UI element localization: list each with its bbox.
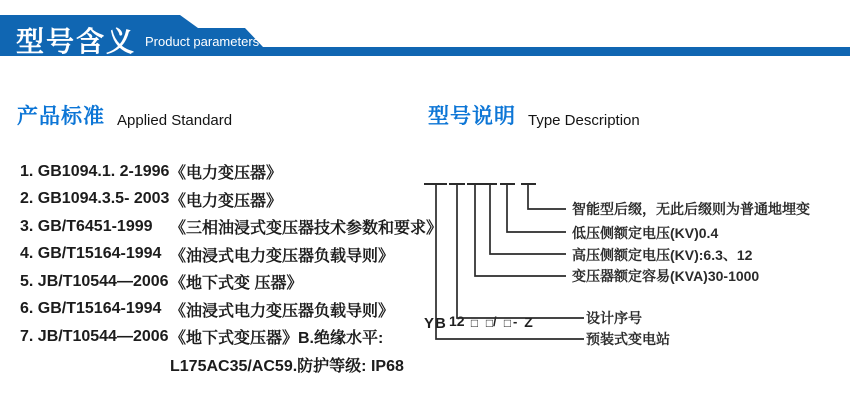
standards-item <box>20 158 420 186</box>
label-lv-rated-voltage: 低压侧额定电压(KV)0.4 <box>572 225 719 241</box>
standard-code: 6. GB/T15164-1994 <box>20 300 162 318</box>
model-segment-prefix: YB <box>424 315 447 332</box>
standard-code: 3. GB/T6451-1999 <box>20 217 153 235</box>
model-segment-slash: / <box>493 314 497 329</box>
standard-name: 《油浸式电力变压器负载导则》 <box>170 247 395 265</box>
label-rated-capacity: 变压器额定容易(KVA)30-1000 <box>572 268 760 284</box>
label-hv-rated-voltage: 高压侧额定电压(KV):6.3、12 <box>572 247 753 263</box>
type-title-en: Type Description <box>528 112 640 129</box>
label-prefab-substation: 预装式变电站 <box>586 331 670 347</box>
standards-item <box>20 296 420 324</box>
standard-code: 4. GB/T15164-1994 <box>20 245 162 263</box>
model-designation-diagram <box>420 155 850 370</box>
standard-name: 《地下式变 压器》 <box>170 275 303 293</box>
model-segment-box3: □ <box>503 316 512 330</box>
model-segment-box2: □ <box>485 316 494 330</box>
standard-code: 2. GB1094.3.5- 2003 <box>20 190 170 208</box>
type-title-zh: 型号说明 <box>428 105 516 128</box>
standard-name: 《地下式变压器》B.绝缘水平: <box>170 330 384 348</box>
standards-item-continuation <box>20 351 420 379</box>
type-section-header <box>428 100 640 130</box>
standard-name: 《电力变压器》 <box>170 165 283 183</box>
standard-code: 7. JB/T10544—2006 <box>20 327 169 345</box>
page-title: 型号含义 <box>16 26 137 57</box>
standards-title-zh: 产品标准 <box>17 105 105 128</box>
label-design-serial: 设计序号 <box>586 310 642 326</box>
standards-item <box>20 213 443 241</box>
standard-name: 《油浸式电力变压器负载导则》 <box>170 302 395 320</box>
standard-code: 1. GB1094.1. 2-1996 <box>20 162 170 180</box>
standards-item <box>20 268 420 296</box>
standard-name: 《三相油浸式变压器技术参数和要求》 <box>170 220 443 238</box>
standards-item <box>20 186 420 214</box>
standard-code: 5. JB/T10544—2006 <box>20 272 169 290</box>
model-segment-box1: □ <box>470 316 479 330</box>
label-smart-suffix: 智能型后缀，无此后缀则为普通地埋变 <box>572 201 810 217</box>
model-segment-dash: - <box>513 314 518 329</box>
standards-item <box>20 241 420 269</box>
standard-name: 《电力变压器》 <box>170 192 283 210</box>
standards-section-header <box>17 100 232 130</box>
standards-title-en: Applied Standard <box>117 112 233 129</box>
page-subtitle: Product parameters <box>145 34 260 49</box>
model-segment-suffix: Z <box>524 314 533 330</box>
model-segment-serial: 12 <box>449 313 465 329</box>
standards-item <box>20 323 420 351</box>
standard-name: L175AC35/AC59.防护等级: IP68 <box>170 357 404 375</box>
